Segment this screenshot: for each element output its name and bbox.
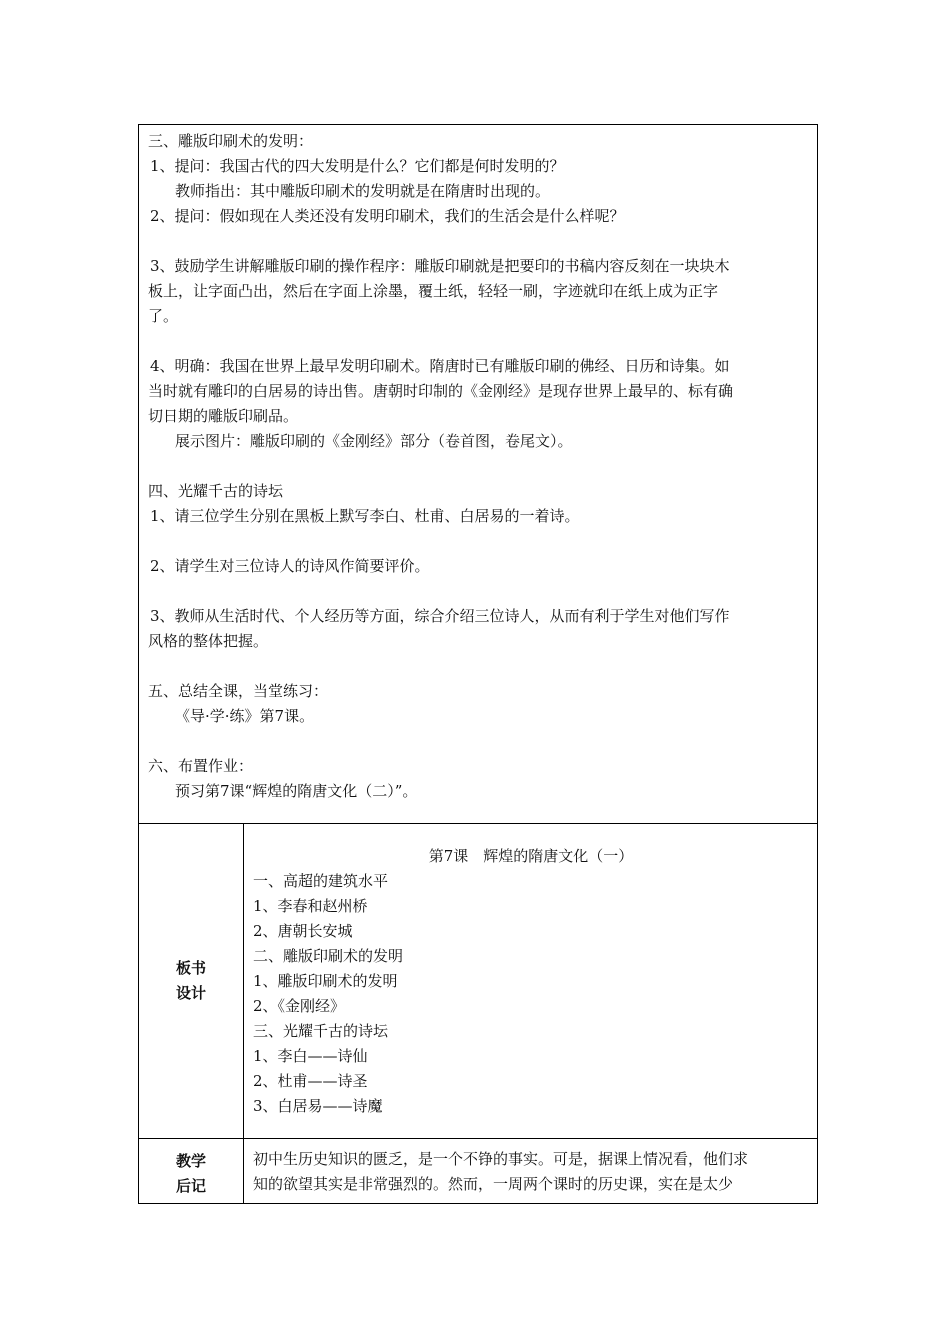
board-line: 2、唐朝长安城 [253, 922, 353, 940]
board-design-content-cell [244, 824, 818, 1139]
s5-item: 《导·学·练》第7课。 [175, 707, 315, 725]
board-line: 二、雕版印刷术的发明 [253, 947, 404, 965]
procedure-cell [139, 125, 818, 824]
section-6-title: 六、布置作业： [148, 757, 254, 775]
s3-item-4-line-2: 当时就有雕印的白居易的诗出售。唐朝时印制的《金刚经》是现存世界上最早的、标有确 [148, 382, 734, 400]
section-3-title: 三、雕版印刷术的发明： [148, 132, 314, 150]
s3-item-4-line-1: 4、明确：我国在世界上最早发明印刷术。隋唐时已有雕版印刷的佛经、日历和诗集。如 [150, 357, 730, 375]
board-title: 第7课 辉煌的隋唐文化（一） [428, 847, 634, 865]
board-line: 一、高超的建筑水平 [253, 872, 389, 890]
procedure-row [139, 125, 818, 824]
lesson-plan-table [138, 124, 818, 1204]
s4-item-2: 2、请学生对三位诗人的诗风作简要评价。 [150, 557, 430, 575]
s3-item-1: 1、提问：我国古代的四大发明是什么？它们都是何时发明的？ [150, 157, 565, 175]
notes-line-1: 初中生历史知识的匮乏，是一个不铮的事实。可是，据课上情况看，他们求 [253, 1150, 749, 1168]
board-label-line-1: 板书 [175, 959, 206, 977]
teaching-notes-content-cell [244, 1139, 818, 1204]
teaching-notes-label-cell [139, 1139, 244, 1204]
notes-label-line-1: 教学 [175, 1152, 206, 1170]
board-line: 2、杜甫——诗圣 [253, 1072, 368, 1090]
teaching-notes-row [139, 1139, 818, 1204]
section-5-title: 五、总结全课，当堂练习： [148, 682, 329, 700]
s3-item-4-note: 展示图片：雕版印刷的《金刚经》部分（卷首图，卷尾文）。 [175, 432, 573, 450]
board-design-row [139, 824, 818, 1139]
s4-item-1: 1、请三位学生分别在黑板上默写李白、杜甫、白居易的一着诗。 [150, 507, 580, 525]
s3-item-2: 2、提问：假如现在人类还没有发明印刷术，我们的生活会是什么样呢？ [150, 207, 625, 225]
s4-item-3-line-2: 风格的整体把握。 [148, 632, 269, 650]
s4-item-3-line-1: 3、教师从生活时代、个人经历等方面，综合介绍三位诗人，从而有利于学生对他们写作 [150, 607, 730, 625]
s3-item-4-line-3: 切日期的雕版印刷品。 [148, 407, 299, 425]
s3-item-3-line-1: 3、鼓励学生讲解雕版印刷的操作程序：雕版印刷就是把要印的书稿内容反刻在一块块木 [150, 257, 730, 275]
section-4-title: 四、光耀千古的诗坛 [148, 482, 284, 500]
board-line: 1、雕版印刷术的发明 [253, 972, 398, 990]
board-design-label-cell [139, 824, 244, 1139]
s6-item: 预习第7课“辉煌的隋唐文化（二）”。 [175, 782, 418, 800]
notes-label-line-2: 后记 [175, 1177, 206, 1195]
s3-item-3-line-2: 板上，让字面凸出，然后在字面上涂墨，覆土纸，轻轻一刷，字迹就印在纸上成为正字 [148, 282, 719, 300]
board-line: 3、白居易——诗魔 [253, 1097, 383, 1115]
notes-line-2: 知的欲望其实是非常强烈的。然而，一周两个课时的历史课，实在是太少 [253, 1175, 734, 1193]
board-label-line-2: 设计 [175, 984, 206, 1002]
board-line: 1、李春和赵州桥 [253, 897, 368, 915]
board-line: 2、《金刚经》 [253, 997, 346, 1015]
s3-item-1-note: 教师指出：其中雕版印刷术的发明就是在隋唐时出现的。 [175, 182, 551, 200]
board-line: 三、光耀千古的诗坛 [253, 1022, 389, 1040]
board-line: 1、李白——诗仙 [253, 1047, 368, 1065]
s3-item-3-line-3: 了。 [148, 307, 179, 325]
